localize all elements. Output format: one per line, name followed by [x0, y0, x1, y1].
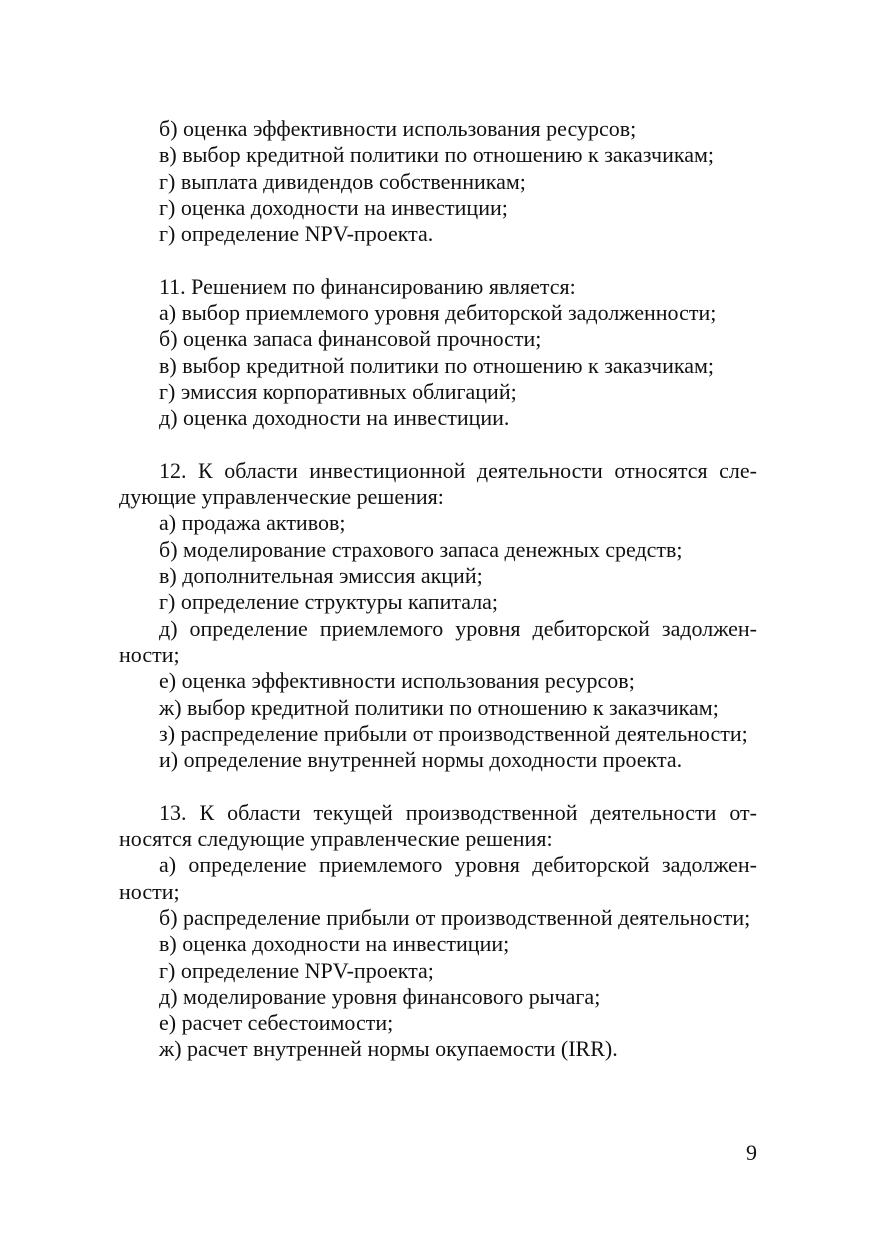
list-item-cont: ности;	[119, 878, 180, 904]
list-item-cont: ности;	[119, 641, 180, 667]
list-item: б) оценка эффективности использования ресурсов;	[159, 116, 637, 141]
list-item: в) дополнительная эмиссия акций;	[159, 563, 483, 589]
question-13	[119, 800, 757, 1063]
list-item: б) моделирование страхового запаса денежных средств;	[159, 536, 683, 562]
list-item: б) оценка запаса финансовой прочности;	[159, 326, 542, 352]
list-item: в) выбор кредитной политики по отношению к заказчикам;	[159, 352, 715, 378]
question-11	[119, 274, 757, 432]
list-item: г) эмиссия корпоративных облигаций;	[159, 378, 517, 404]
list-item: д) моделирование уровня финансового рычага;	[159, 983, 601, 1009]
spacer	[119, 432, 757, 458]
list-item: д) оценка доходности на инвестиции.	[159, 405, 510, 431]
list-item: г) определение структуры капитала;	[159, 589, 499, 615]
page-body	[119, 116, 757, 1063]
list-item: г) оценка доходности на инвестиции;	[159, 194, 508, 220]
list-item: а) выбор приемлемого уровня дебиторской задолженности;	[159, 300, 717, 326]
question-12	[119, 458, 757, 774]
list-item: и) определение внутренней нормы доходности проекта.	[159, 747, 683, 773]
question-11-text: 11. Решением по финансированию является:	[159, 273, 576, 299]
question-12-text-cont: дующие управленческие решения:	[119, 484, 444, 510]
list-item: е) расчет себестоимости;	[159, 1010, 394, 1036]
list-item: а) продажа активов;	[159, 510, 346, 536]
list-item: г) определение NPV-проекта;	[159, 957, 434, 983]
list-item: в) оценка доходности на инвестиции;	[159, 931, 510, 957]
list-item: в) выбор кредитной политики по отношению к заказчикам;	[159, 142, 715, 168]
spacer	[119, 773, 757, 799]
list-item: д) определение приемлемого уровня дебиторской задолжен-	[159, 615, 757, 641]
list-item: а) определение приемлемого уровня дебиторской задолжен-	[159, 852, 757, 878]
list-item: г) определение NPV-проекта.	[159, 221, 434, 247]
list-item: б) распределение прибыли от производственной деятельности;	[159, 904, 751, 930]
question-13-text: 13. К области текущей производственной деятельности от-	[159, 799, 757, 825]
spacer	[119, 247, 757, 273]
page-number: 9	[746, 1140, 757, 1165]
list-item: ж) расчет внутренней нормы окупаемости (IRR).	[159, 1036, 618, 1062]
list-item: г) выплата дивидендов собственникам;	[159, 168, 526, 194]
intro-list	[119, 116, 757, 247]
list-item: е) оценка эффективности использования ресурсов;	[159, 668, 635, 694]
question-13-text-cont: носятся следующие управленческие решения:	[119, 826, 553, 852]
question-12-text: 12. К области инвестиционной деятельности относятся сле-	[159, 457, 757, 483]
list-item: ж) выбор кредитной политики по отношению к заказчикам;	[159, 694, 719, 720]
list-item: з) распределение прибыли от производственной деятельности;	[159, 720, 748, 746]
